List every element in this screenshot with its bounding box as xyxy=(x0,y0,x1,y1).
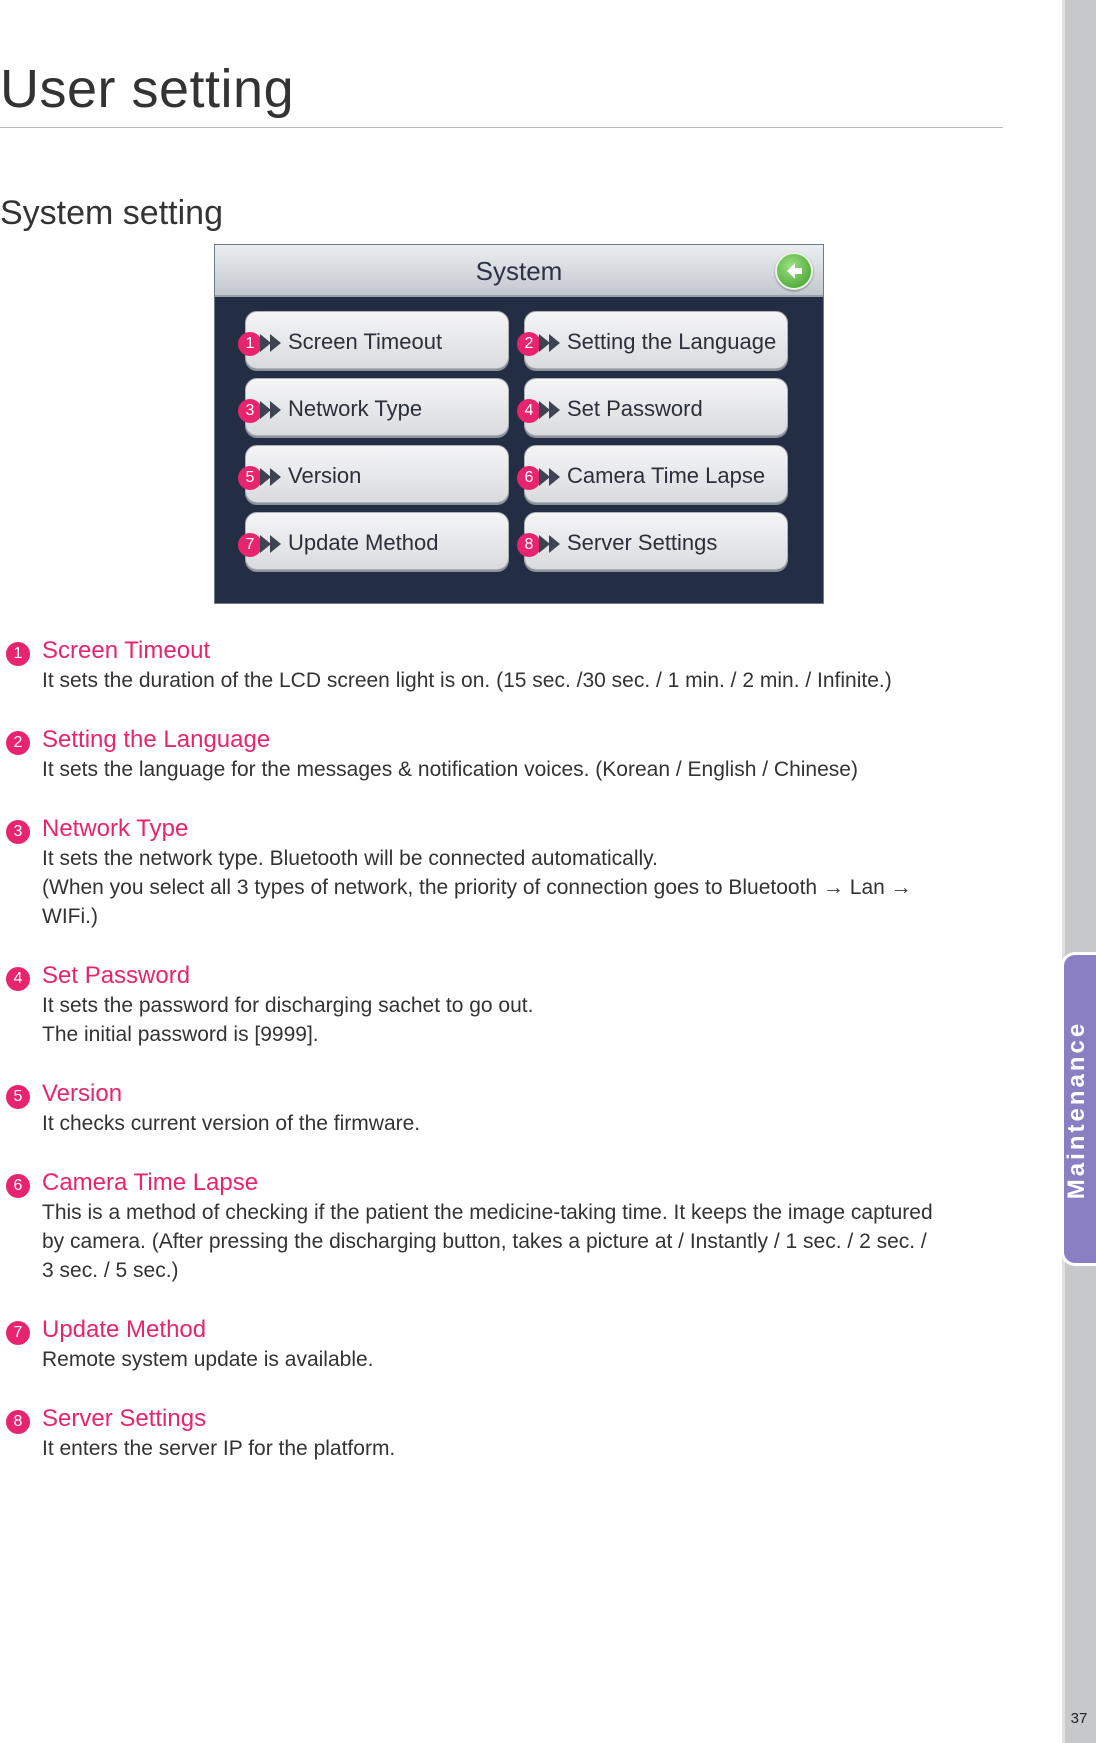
item-number-badge: 8 xyxy=(6,1410,30,1434)
chevron-right-icon xyxy=(270,535,281,553)
list-item xyxy=(0,1315,1003,1374)
button-label: Network Type xyxy=(288,396,423,421)
button-label: Version xyxy=(288,463,362,488)
chevron-right-icon xyxy=(549,334,560,352)
settings-description-list xyxy=(0,636,1003,1493)
chevron-right-icon xyxy=(270,334,281,352)
button-label: Set Password xyxy=(567,396,703,421)
button-label: Update Method xyxy=(288,530,439,555)
list-item xyxy=(0,636,1003,695)
item-title: Server Settings xyxy=(42,1405,207,1432)
item-text: It checks current version of the firmware. xyxy=(42,1112,421,1135)
section-title: System setting xyxy=(0,194,223,232)
update-method-button[interactable] xyxy=(245,512,509,570)
item-text: by camera. (After pressing the discharging button, takes a picture at / Instantly / 1 sec. / 2 sec. / xyxy=(42,1230,927,1253)
item-text: WIFi.) xyxy=(42,905,98,928)
button-number-badge: 6 xyxy=(517,466,541,490)
chevron-right-icon xyxy=(270,468,281,486)
list-item xyxy=(0,1404,1003,1463)
setting-the-language-button[interactable] xyxy=(524,311,788,369)
network-type-button[interactable] xyxy=(245,378,509,436)
list-item xyxy=(0,1168,1003,1285)
item-number-badge: 4 xyxy=(6,967,30,991)
button-number-badge: 7 xyxy=(238,533,262,557)
section-tab-label: Maintenance xyxy=(1063,1020,1090,1200)
chevron-right-icon xyxy=(270,401,281,419)
button-number-badge: 1 xyxy=(238,332,262,356)
item-text: (When you select all 3 types of network, the priority of connection goes to Bluetooth → Lan → xyxy=(42,876,912,899)
item-title: Camera Time Lapse xyxy=(42,1169,259,1196)
version-button[interactable] xyxy=(245,445,509,503)
item-text: Remote system update is available. xyxy=(42,1348,374,1371)
button-number-badge: 4 xyxy=(517,399,541,423)
button-label: Setting the Language xyxy=(567,329,777,354)
list-item xyxy=(0,961,1003,1049)
button-number-badge: 8 xyxy=(517,533,541,557)
button-label: Screen Timeout xyxy=(288,329,443,354)
page-number: 37 xyxy=(1070,1710,1088,1727)
title-divider xyxy=(0,127,1003,128)
item-title: Update Method xyxy=(42,1316,207,1343)
chevron-right-icon xyxy=(549,535,560,553)
item-text: It enters the server IP for the platform. xyxy=(42,1437,396,1460)
back-arrow-icon xyxy=(783,260,805,282)
device-title-bar xyxy=(215,245,823,297)
item-number-badge: 5 xyxy=(6,1085,30,1109)
item-number-badge: 1 xyxy=(6,642,30,666)
item-text: It sets the language for the messages & notification voices. (Korean / English / Chinese) xyxy=(42,758,858,781)
item-title: Screen Timeout xyxy=(42,637,211,664)
chevron-right-icon xyxy=(549,401,560,419)
item-number-badge: 2 xyxy=(6,731,30,755)
camera-time-lapse-button[interactable] xyxy=(524,445,788,503)
button-number-badge: 5 xyxy=(238,466,262,490)
screen-timeout-button[interactable] xyxy=(245,311,509,369)
button-label: Server Settings xyxy=(567,530,718,555)
item-text: It sets the network type. Bluetooth will be connected automatically. xyxy=(42,847,658,870)
item-text: The initial password is [9999]. xyxy=(42,1023,319,1046)
device-screenshot xyxy=(214,244,824,604)
item-title: Set Password xyxy=(42,962,191,989)
button-number-badge: 2 xyxy=(517,332,541,356)
back-button[interactable] xyxy=(775,252,813,290)
list-item xyxy=(0,814,1003,931)
item-title: Network Type xyxy=(42,815,189,842)
chevron-right-icon xyxy=(549,468,560,486)
item-title: Setting the Language xyxy=(42,726,271,753)
page-title: User setting xyxy=(0,59,295,119)
item-text: 3 sec. / 5 sec.) xyxy=(42,1259,179,1282)
item-title: Version xyxy=(42,1080,123,1107)
item-text: This is a method of checking if the patient the medicine-taking time. It keeps the image captured xyxy=(42,1201,933,1224)
button-label: Camera Time Lapse xyxy=(567,463,766,488)
list-item xyxy=(0,1079,1003,1138)
server-settings-button[interactable] xyxy=(524,512,788,570)
item-text: It sets the password for discharging sachet to go out. xyxy=(42,994,534,1017)
button-number-badge: 3 xyxy=(238,399,262,423)
side-rail xyxy=(1062,0,1096,1743)
item-number-badge: 6 xyxy=(6,1174,30,1198)
set-password-button[interactable] xyxy=(524,378,788,436)
device-title: System xyxy=(475,256,563,286)
item-number-badge: 3 xyxy=(6,820,30,844)
item-number-badge: 7 xyxy=(6,1321,30,1345)
item-text: It sets the duration of the LCD screen light is on. (15 sec. /30 sec. / 1 min. / 2 min. / Infinite.) xyxy=(42,669,892,692)
list-item xyxy=(0,725,1003,784)
